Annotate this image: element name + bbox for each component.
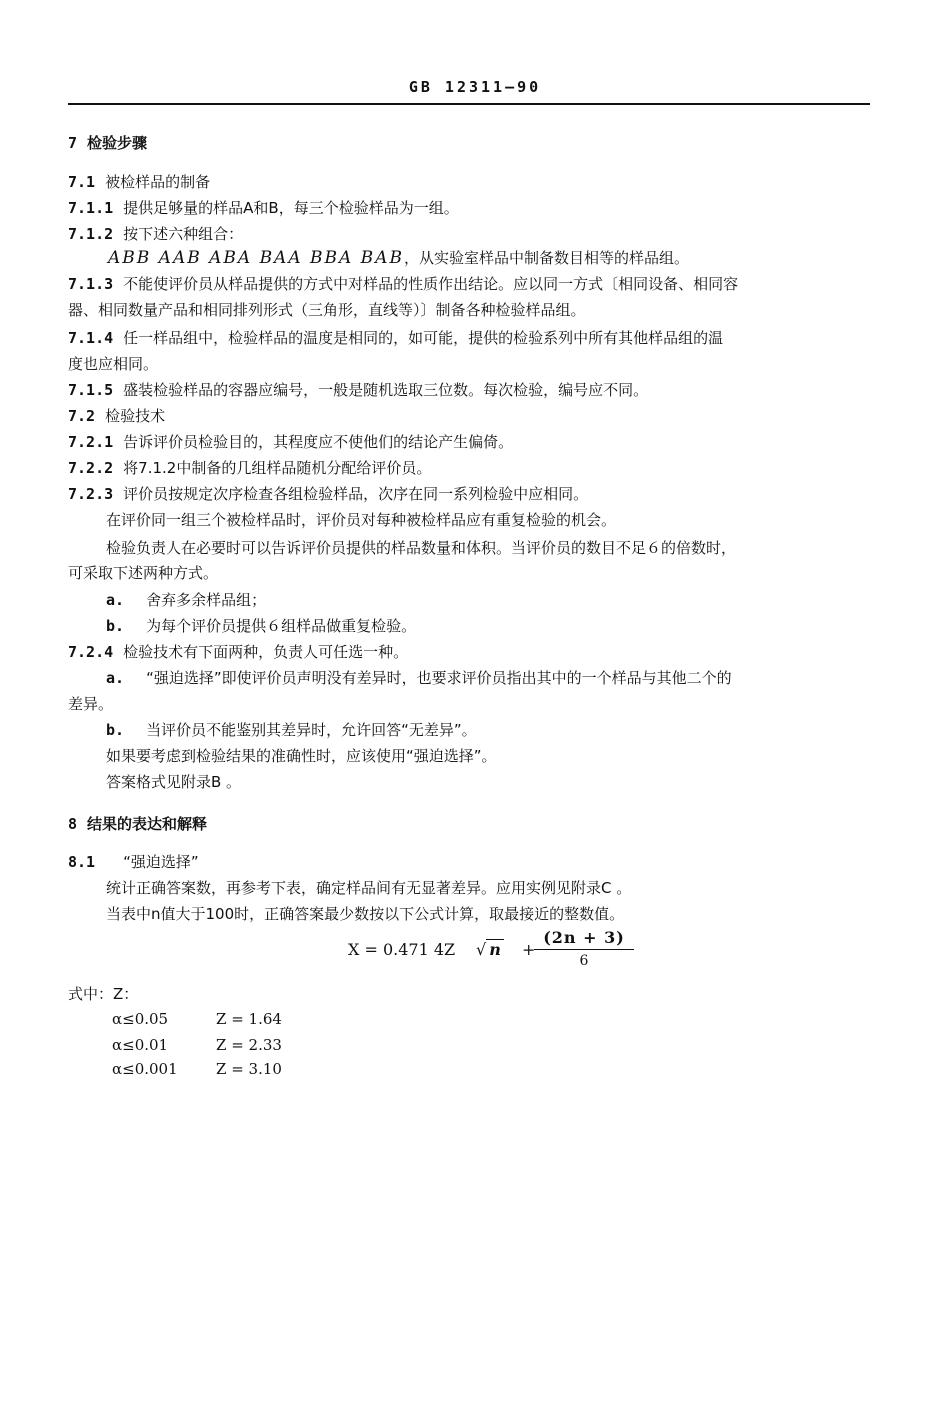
section-7-2-3-item-a: a. 舍弃多余样品组； — [106, 591, 267, 609]
section-7-2: 7.2 检验技术 — [68, 407, 166, 425]
section-7-1-2: 7.1.2 按下述六种组合： — [68, 225, 244, 243]
section-7-2-4-item-b: b. 当评价员不能鉴别其差异时，允许回答“无差异”。 — [106, 721, 477, 739]
section-7-2-4-item-a: a. “强迫选择”即使评价员声明没有差异时，也要求评价员指出其中的一个样品与其他二个的 — [106, 669, 732, 687]
section-7-1-4: 7.1.4 任一样品组中，检验样品的温度是相同的，如可能，提供的检验系列中所有其他样品组的温 — [68, 329, 724, 347]
section-7-2-4: 7.2.4 检验技术有下面两种，负责人可任选一种。 — [68, 643, 409, 661]
section-7-heading: 7 检验步骤 — [68, 134, 148, 152]
section-7-2-4-para1: 如果要考虑到检验结果的准确性时，应该使用“强迫选择”。 — [106, 747, 497, 765]
section-7-2-4-item-a-cont: 差异。 — [68, 695, 114, 713]
section-8-heading: 8 结果的表达和解释 — [68, 815, 208, 833]
formula-radicand: n — [486, 939, 504, 959]
formula-numerator: (2n + 3) — [534, 928, 634, 950]
document-header: GB 12311—90 — [408, 78, 542, 96]
section-8-1-para1: 统计正确答案数，再参考下表，确定样品间有无显著差异。应用实例见附录C 。 — [106, 879, 632, 897]
formula-plus: + — [522, 940, 536, 959]
section-7-2-3-para2: 检验负责人在必要时可以告诉评价员提供的样品数量和体积。当评价员的数目不足６的倍数时， — [106, 539, 737, 557]
section-8-1: 8.1 “强迫选择” — [68, 853, 199, 871]
section-7-2-4-para2: 答案格式见附录B 。 — [106, 773, 242, 791]
section-7-1: 7.1 被检样品的制备 — [68, 173, 211, 191]
section-7-2-2: 7.2.2 将7.1.2中制备的几组样品随机分配给评价员。 — [68, 459, 432, 477]
z-row-2: α≤0.001 Z = 3.10 — [112, 1060, 282, 1078]
formula-sqrt: √ n — [476, 940, 504, 959]
formula-lhs: X = 0.471 4Z — [348, 940, 456, 959]
section-7-1-3: 7.1.3 不能使评价员从样品提供的方式中对样品的性质作出结论。应以同一方式〔相同设备、相同容 — [68, 275, 739, 293]
formula-denominator: 6 — [579, 953, 589, 969]
section-8-1-para2: 当表中n值大于100时，正确答案最少数按以下公式计算，取最接近的整数值。 — [106, 905, 625, 923]
section-7-2-1: 7.2.1 告诉评价员检验目的，其程度应不使他们的结论产生偏倚。 — [68, 433, 514, 451]
section-7-1-3-cont: 器、相同数量产品和相同排列形式（三角形，直线等）〕制备各种检验样品组。 — [68, 301, 586, 319]
where-label: 式中：Z： — [68, 985, 139, 1003]
section-7-2-3-item-b: b. 为每个评价员提供６组样品做重复检验。 — [106, 617, 417, 635]
section-7-1-5: 7.1.5 盛装检验样品的容器应编号，一般是随机选取三位数。每次检验，编号应不同。 — [68, 381, 649, 399]
section-7-2-3: 7.2.3 评价员按规定次序检查各组检验样品，次序在同一系列检验中应相同。 — [68, 485, 589, 503]
section-7-2-3-para2-cont: 可采取下述两种方式。 — [68, 564, 219, 582]
formula-fraction — [534, 928, 634, 969]
header-rule — [68, 103, 870, 105]
section-7-1-1: 7.1.1 提供足够量的样品A和B，每三个检验样品为一组。 — [68, 199, 459, 217]
section-7-2-3-para1: 在评价同一组三个被检样品时，评价员对每种被检样品应有重复检验的机会。 — [106, 511, 617, 529]
z-row-0: α≤0.05 Z = 1.64 — [112, 1010, 282, 1028]
combination-list: ABB AAB ABA BAA BBA BAB，从实验室样品中制备数目相等的样品组。 — [108, 248, 689, 268]
section-7-1-4-cont: 度也应相同。 — [68, 355, 159, 373]
z-row-1: α≤0.01 Z = 2.33 — [112, 1036, 282, 1054]
